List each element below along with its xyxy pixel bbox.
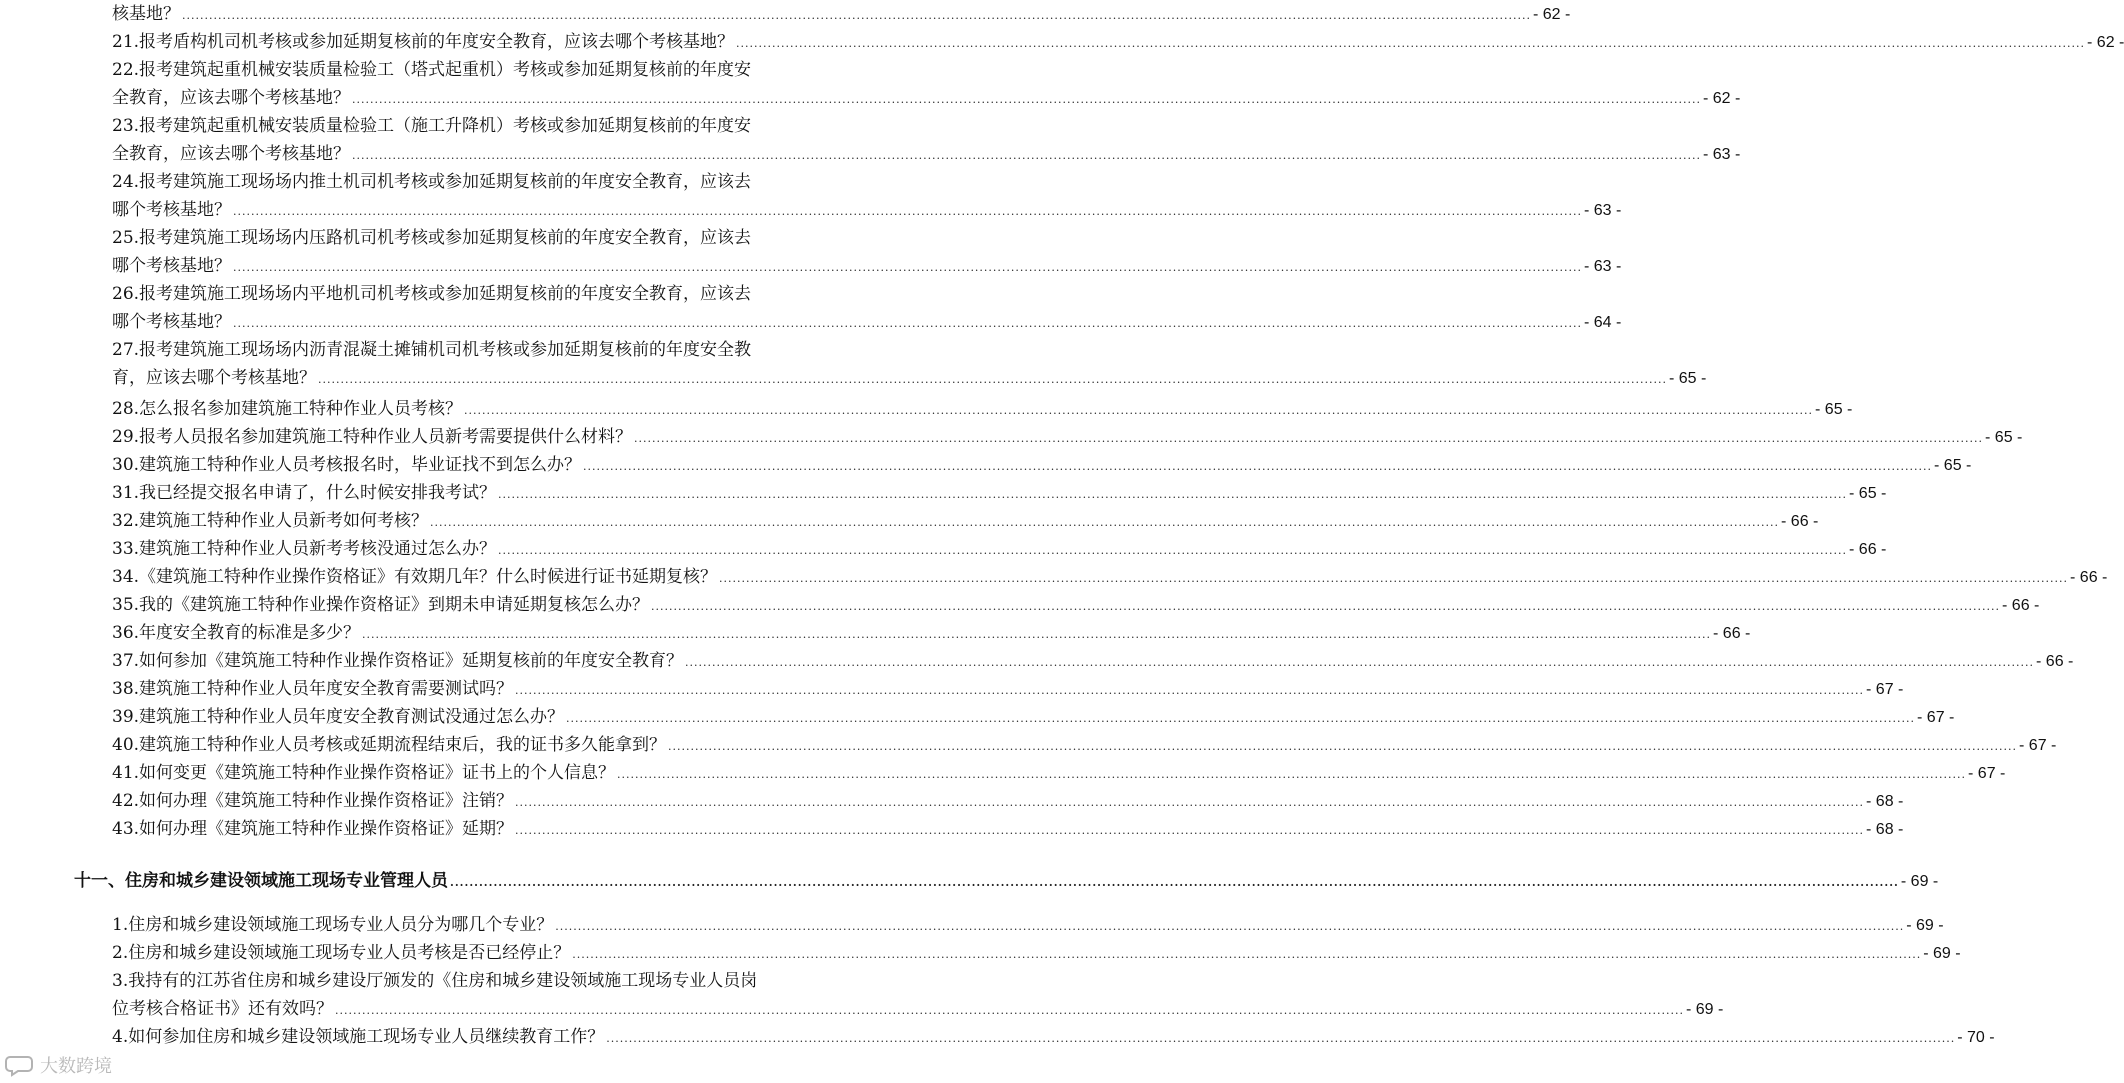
dot-leader: ............................................................................................................................................................................................................................................................................................................ <box>566 712 1916 725</box>
toc-entry-line <box>112 84 1741 112</box>
toc-entry-line <box>112 168 848 196</box>
toc-entry-line <box>112 451 1972 479</box>
toc-entry-text: 核基地？ <box>112 4 180 24</box>
toc-entry-line <box>112 252 1622 280</box>
toc-entry-line <box>112 364 1707 392</box>
toc-entry-line <box>112 563 2108 591</box>
toc-entry-text: 29.报考人员报名参加建筑施工特种作业人员新考需要提供什么材料？ <box>112 427 633 447</box>
toc-entry[interactable] <box>112 815 1904 843</box>
toc-entry-line <box>112 423 2023 451</box>
toc-entry-line <box>112 140 1741 168</box>
toc-entry-line <box>112 112 848 140</box>
toc-entry[interactable] <box>112 591 2040 619</box>
toc-entry-line <box>112 647 2074 675</box>
section-heading[interactable] <box>74 867 1939 895</box>
toc-entry[interactable] <box>112 451 1972 479</box>
page-number: - 65 - <box>1815 401 1853 418</box>
toc-entry-text: 27.报考建筑施工现场场内沥青混凝土摊铺机司机考核或参加延期复核前的年度安全教 <box>112 340 752 360</box>
toc-entry[interactable] <box>112 535 1887 563</box>
dot-leader: ............................................................................................................................................................................................................................................................................................................ <box>498 488 1848 501</box>
toc-entry-line <box>112 731 2057 759</box>
dot-leader: ............................................................................................................................................................................................................................................................................................................ <box>430 516 1780 529</box>
toc-entry-text: 3.我持有的江苏省住房和城乡建设厅颁发的《住房和城乡建设领域施工现场专业人员岗 <box>112 971 758 991</box>
toc-entry[interactable] <box>112 56 1741 112</box>
page-number: - 66 - <box>1713 625 1751 642</box>
toc-entry-text: 41.如何变更《建筑施工特种作业操作资格证》证书上的个人信息？ <box>112 763 616 783</box>
toc-entry-line <box>112 787 1904 815</box>
toc-entry-text: 32.建筑施工特种作业人员新考如何考核？ <box>112 511 429 531</box>
toc-entry-line <box>112 967 848 995</box>
toc-entry[interactable] <box>112 224 1622 280</box>
toc-entry-text: 30.建筑施工特种作业人员考核报名时，毕业证找不到怎么办？ <box>112 455 582 475</box>
dot-leader: ............................................................................................................................................................................................................................................................................................................ <box>498 544 1848 557</box>
page-number: - 67 - <box>2019 737 2057 754</box>
page-number: - 68 - <box>1866 821 1904 838</box>
toc-entry-text: 育，应该去哪个考核基地？ <box>112 368 316 388</box>
dot-leader: ............................................................................................................................................................................................................................................................................................................ <box>335 1004 1684 1017</box>
page-number: - 65 - <box>1668 370 1707 387</box>
dot-leader: ............................................................................................................................................................................................................................................................................................................ <box>606 1032 1956 1045</box>
toc-entry[interactable] <box>112 731 2057 759</box>
toc-entry[interactable] <box>112 675 1904 703</box>
chat-bubble-logo-icon <box>6 1054 36 1076</box>
page-number: - 63 - <box>1583 202 1622 219</box>
toc-entry-line <box>112 995 1724 1023</box>
dot-leader: ............................................................................................................................................................................................................................................................................................................ <box>182 9 1531 22</box>
toc-entry-text: 37.如何参加《建筑施工特种作业操作资格证》延期复核前的年度安全教育？ <box>112 651 684 671</box>
toc-entry[interactable] <box>112 0 1571 28</box>
dot-leader: ............................................................................................................................................................................................................................................................................................................ <box>515 796 1865 809</box>
toc-entry[interactable] <box>112 619 1751 647</box>
toc-entry-text: 31.我已经提交报名申请了，什么时候安排我考试？ <box>112 483 497 503</box>
toc-entry-line <box>112 619 1751 647</box>
dot-leader: ............................................................................................................................................................................................................................................................................................................ <box>515 684 1865 697</box>
toc-entry-line <box>112 507 1819 535</box>
toc-entry-line <box>112 196 1622 224</box>
toc-entry[interactable] <box>112 423 2023 451</box>
toc-entry-text: 26.报考建筑施工现场场内平地机司机考核或参加延期复核前的年度安全教育，应该去 <box>112 284 752 304</box>
toc-entry-line <box>112 591 2040 619</box>
page-number: - 63 - <box>1702 146 1741 163</box>
toc-entry-line <box>112 395 1853 423</box>
section-title: 十一、住房和城乡建设领域施工现场专业管理人员 <box>74 871 448 891</box>
toc-entry-line <box>112 939 1961 967</box>
toc-entry[interactable] <box>112 479 1887 507</box>
toc-entry-text: 21.报考盾构机司机考核或参加延期复核前的年度安全教育，应该去哪个考核基地？ <box>112 32 735 52</box>
toc-entry[interactable] <box>112 168 1622 224</box>
toc-entry[interactable] <box>112 647 2074 675</box>
toc-entry-text: 23.报考建筑起重机械安装质量检验工（施工升降机）考核或参加延期复核前的年度安 <box>112 116 752 136</box>
toc-entry-text: 39.建筑施工特种作业人员年度安全教育测试没通过怎么办？ <box>112 707 565 727</box>
toc-entry-line <box>112 56 848 84</box>
section-heading-line <box>74 867 1939 895</box>
toc-entry-text: 2.住房和城乡建设领域施工现场专业人员考核是否已经停止？ <box>112 943 571 963</box>
toc-entry[interactable] <box>112 280 1622 336</box>
toc-entry-text: 24.报考建筑施工现场场内推土机司机考核或参加延期复核前的年度安全教育，应该去 <box>112 172 752 192</box>
toc-entry-line <box>112 336 848 364</box>
toc-entry-text: 34.《建筑施工特种作业操作资格证》有效期几年？什么时候进行证书延期复核？ <box>112 567 718 587</box>
dot-leader: ............................................................................................................................................................................................................................................................................................................ <box>555 920 1905 933</box>
toc-entry-line <box>112 479 1887 507</box>
page-number: - 66 - <box>2002 597 2040 614</box>
dot-leader: ............................................................................................................................................................................................................................................................................................................ <box>362 628 1712 641</box>
dot-leader: ............................................................................................................................................................................................................................................................................................................ <box>685 656 2035 669</box>
page-number: - 68 - <box>1866 793 1904 810</box>
page-number: - 69 - <box>1900 873 1939 890</box>
toc-entry[interactable] <box>112 703 1955 731</box>
dot-leader: ............................................................................................................................................................................................................................................................................................................ <box>583 460 1933 473</box>
page-number: - 64 - <box>1583 314 1622 331</box>
dot-leader: ............................................................................................................................................................................................................................................................................................................ <box>233 317 1582 330</box>
toc-entry-line <box>112 1023 1995 1051</box>
page-number: - 66 - <box>1849 541 1887 558</box>
page-number: - 63 - <box>1583 258 1622 275</box>
toc-entry-text: 42.如何办理《建筑施工特种作业操作资格证》注销？ <box>112 791 514 811</box>
toc-entry-text: 22.报考建筑起重机械安装质量检验工（塔式起重机）考核或参加延期复核前的年度安 <box>112 60 752 80</box>
dot-leader: ............................................................................................................................................................................................................................................................................................................ <box>668 740 2018 753</box>
toc-entry-text: 38.建筑施工特种作业人员年度安全教育需要测试吗？ <box>112 679 514 699</box>
page-number: - 69 - <box>1923 945 1961 962</box>
toc-entry-text: 哪个考核基地？ <box>112 200 231 220</box>
toc-entry-text: 28.怎么报名参加建筑施工特种作业人员考核？ <box>112 399 463 419</box>
dot-leader: ............................................................................................................................................................................................................................................................................................................ <box>617 768 1967 781</box>
page-number: - 67 - <box>1917 709 1955 726</box>
page-number: - 65 - <box>1985 429 2023 446</box>
page-number: - 66 - <box>2070 569 2108 586</box>
page-number: - 65 - <box>1934 457 1972 474</box>
toc-entry-line <box>112 28 2124 56</box>
toc-entry[interactable] <box>112 911 1944 939</box>
dot-leader: ............................................................................................................................................................................................................................................................................................................ <box>651 600 2001 613</box>
page-number: - 69 - <box>1906 917 1944 934</box>
toc-entry-line <box>112 308 1622 336</box>
page-number: - 66 - <box>1781 513 1819 530</box>
dot-leader: ............................................................................................................................................................................................................................................................................................................ <box>634 432 1984 445</box>
toc-entry[interactable] <box>112 759 2006 787</box>
watermark <box>6 1052 112 1078</box>
toc-entry-text: 36.年度安全教育的标准是多少？ <box>112 623 361 643</box>
toc-entry[interactable] <box>112 967 1724 1023</box>
toc-entry-text: 哪个考核基地？ <box>112 256 231 276</box>
toc-entry-text: 哪个考核基地？ <box>112 312 231 332</box>
toc-entry[interactable] <box>112 939 1961 967</box>
toc-entry-line <box>112 815 1904 843</box>
dot-leader: ............................................................................................................................................................................................................................................................................................................ <box>572 948 1922 961</box>
page-number: - 70 - <box>1957 1029 1995 1046</box>
toc-entry[interactable] <box>112 395 1853 423</box>
toc-entry[interactable] <box>112 112 1741 168</box>
toc-entry-line <box>112 703 1955 731</box>
dot-leader: ............................................................................................................................................................................................................................................................................................................ <box>233 205 1582 218</box>
toc-entry-line <box>112 911 1944 939</box>
toc-entry-line <box>112 0 1571 28</box>
dot-leader: ............................................................................................................................................................................................................................................................................................................ <box>719 572 2069 585</box>
dot-leader: ............................................................................................................................................................................................................................................................................................................ <box>450 876 1899 889</box>
toc-entry[interactable] <box>112 1023 1995 1051</box>
toc-entry-line <box>112 759 2006 787</box>
toc-entry-line <box>112 280 848 308</box>
page-number: - 67 - <box>1968 765 2006 782</box>
toc-entry-text: 33.建筑施工特种作业人员新考考核没通过怎么办？ <box>112 539 497 559</box>
dot-leader: ............................................................................................................................................................................................................................................................................................................ <box>318 373 1667 386</box>
toc-entry-text: 4.如何参加住房和城乡建设领域施工现场专业人员继续教育工作？ <box>112 1027 605 1047</box>
toc-entry-text: 40.建筑施工特种作业人员考核或延期流程结束后，我的证书多久能拿到？ <box>112 735 667 755</box>
toc-entry[interactable] <box>112 28 2124 56</box>
toc-entry-text: 35.我的《建筑施工特种作业操作资格证》到期未申请延期复核怎么办？ <box>112 595 650 615</box>
dot-leader: ............................................................................................................................................................................................................................................................................................................ <box>233 261 1582 274</box>
toc-entry-text: 1.住房和城乡建设领域施工现场专业人员分为哪几个专业？ <box>112 915 554 935</box>
toc-entry-line <box>112 224 848 252</box>
page-number: - 67 - <box>1866 681 1904 698</box>
toc-entry-text: 25.报考建筑施工现场场内压路机司机考核或参加延期复核前的年度安全教育，应该去 <box>112 228 752 248</box>
dot-leader: ............................................................................................................................................................................................................................................................................................................ <box>352 149 1701 162</box>
toc-entry-text: 全教育，应该去哪个考核基地？ <box>112 144 350 164</box>
watermark-text: 大数跨境 <box>40 1056 112 1076</box>
page-number: - 62 - <box>1532 6 1571 23</box>
toc-entry[interactable] <box>112 563 2108 591</box>
toc-entry[interactable] <box>112 787 1904 815</box>
page-number: - 62 - <box>2087 34 2124 51</box>
dot-leader: ............................................................................................................................................................................................................................................................................................................ <box>464 404 1814 417</box>
toc-entry-text: 位考核合格证书》还有效吗？ <box>112 999 333 1019</box>
page-number: - 69 - <box>1685 1001 1724 1018</box>
toc-entry-text: 全教育，应该去哪个考核基地？ <box>112 88 350 108</box>
toc-entry[interactable] <box>112 507 1819 535</box>
page-number: - 62 - <box>1702 90 1741 107</box>
page-number: - 66 - <box>2036 653 2074 670</box>
page-number: - 65 - <box>1849 485 1887 502</box>
toc-entry-text: 43.如何办理《建筑施工特种作业操作资格证》延期？ <box>112 819 514 839</box>
dot-leader: ............................................................................................................................................................................................................................................................................................................ <box>352 93 1701 106</box>
toc-entry-line <box>112 675 1904 703</box>
dot-leader: ............................................................................................................................................................................................................................................................................................................ <box>515 824 1865 837</box>
dot-leader: ............................................................................................................................................................................................................................................................................................................ <box>736 37 2086 50</box>
toc-entry[interactable] <box>112 336 1707 392</box>
toc-entry-line <box>112 535 1887 563</box>
